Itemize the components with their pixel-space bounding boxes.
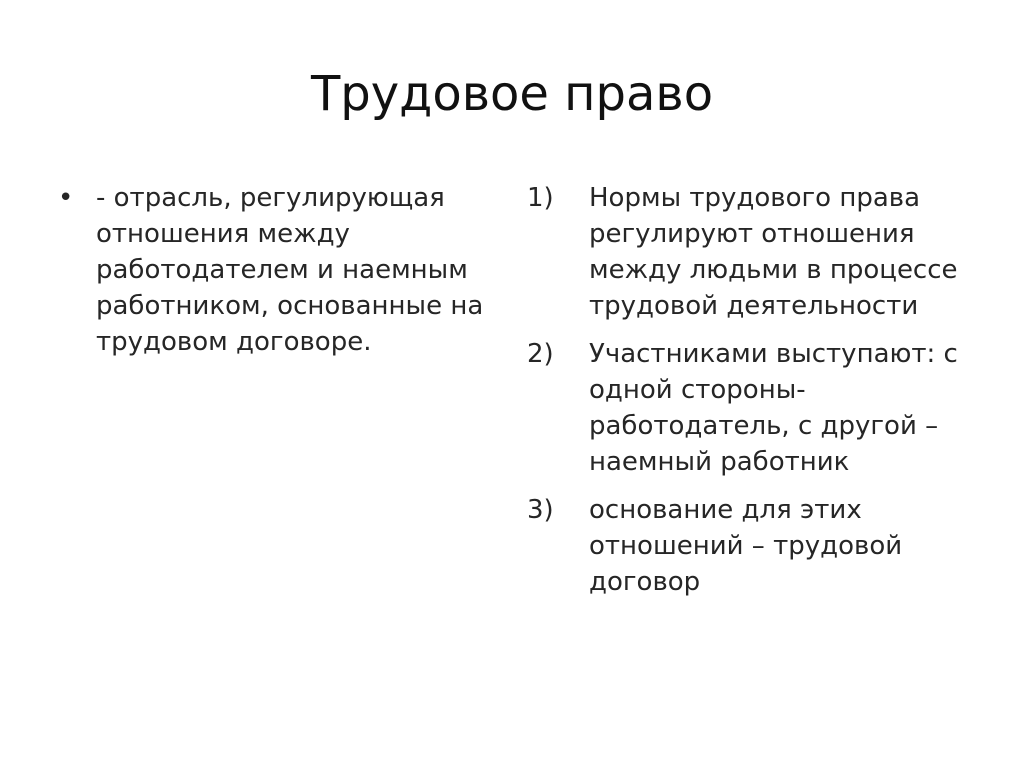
list-item-text: Нормы трудового права регулируют отношения между людьми в процессе трудовой деятельности [589,183,958,321]
bullet-icon: • [58,183,74,213]
list-item-number: 2) [527,339,554,369]
slide-title: Трудовое право [310,66,714,122]
list-item-text: основание для этих отношений – трудовой договор [589,495,903,597]
list-item [527,492,987,600]
list-item [527,336,987,480]
list-item [527,180,987,324]
definition-text: - отрасль, регулирующая отношения между работодателем и наемным работником, основанные на трудовом договоре. [96,183,484,357]
list-item-number: 1) [527,183,554,213]
right-column [527,180,987,612]
list-item-number: 3) [527,495,554,525]
definition-bullet [58,180,498,360]
list-item-text: Участниками выступают: с одной стороны- работодатель, с другой – наемный работник [589,339,958,477]
left-column [58,180,498,360]
